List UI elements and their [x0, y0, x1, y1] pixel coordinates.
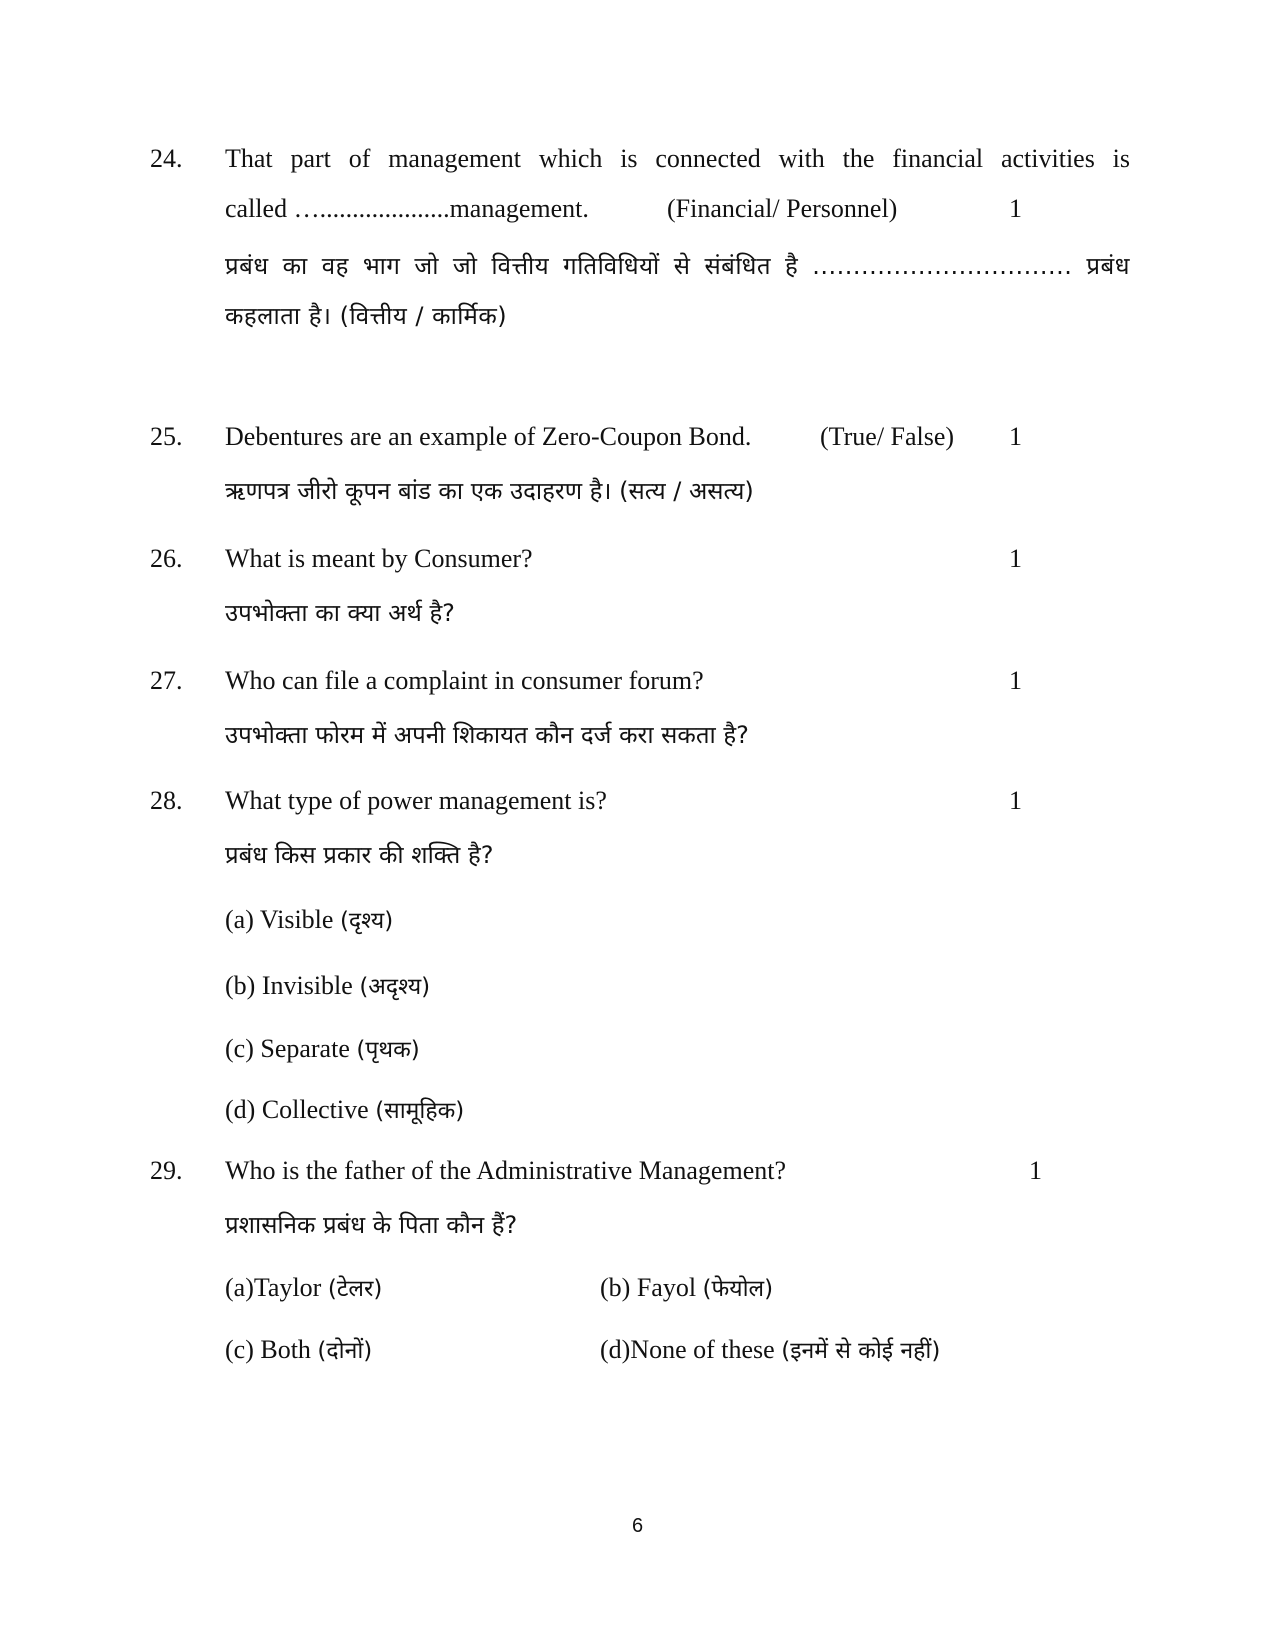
- choice-text-hi: (टेलर): [327, 1276, 383, 1302]
- question-body: [225, 412, 1130, 523]
- question-text: Debentures are an example of Zero-Coupon Bond.: [225, 422, 752, 451]
- choice-text-hi: (दृश्य): [339, 908, 394, 934]
- question-text-en: That part of management which is connected with the financial activities is: [225, 144, 1130, 173]
- choice-text: (c) Both: [225, 1335, 311, 1364]
- choice-text-hi: (इनमें से कोई नहीं): [781, 1338, 941, 1364]
- question-text: Who can file a complaint in consumer forum?: [225, 666, 704, 695]
- choice-text-hi: (अदृश्य): [359, 974, 431, 1000]
- question-text: What type of power management is?: [225, 786, 607, 815]
- question-text: Who is the father of the Administrative Management?: [225, 1156, 786, 1185]
- question-text-en: [225, 1146, 1130, 1196]
- answer-options: (True/ False): [820, 422, 955, 451]
- choice-a: [225, 1273, 382, 1302]
- question-text-en: [225, 412, 1130, 462]
- marks: 1: [1009, 786, 1022, 815]
- choice-text: (d) Collective: [225, 1095, 369, 1124]
- choice-text: (a) Visible: [225, 905, 334, 934]
- choice-b: [225, 953, 1130, 1019]
- question-text-hi: प्रबंध किस प्रकार की शक्ति है?: [225, 841, 494, 869]
- question-number: 29.: [150, 1156, 183, 1185]
- question-text-hi: ऋणपत्र जीरो कूपन बांड का एक उदाहरण है। (सत्य / असत्य): [225, 477, 754, 505]
- page-number: 6: [631, 1515, 644, 1537]
- question-text-en-line2: [225, 184, 1130, 234]
- answer-options: (Financial/ Personnel): [667, 194, 898, 223]
- question-number: 26.: [150, 544, 183, 573]
- question-number: 27.: [150, 666, 183, 695]
- question-text-hi: प्रशासनिक प्रबंध के पिता कौन हैं?: [225, 1211, 518, 1239]
- question-text-hi-line2: कहलाता है। (वित्तीय / कार्मिक): [225, 302, 508, 330]
- question-number: 25.: [150, 422, 183, 451]
- marks: 1: [1009, 422, 1022, 451]
- question-text-hi: उपभोक्ता फोरम में अपनी शिकायत कौन दर्ज करा सकता है?: [225, 721, 749, 749]
- choice-text: (b) Invisible: [225, 971, 353, 1000]
- marks: 1: [1009, 194, 1022, 223]
- question-text-en: [225, 656, 1130, 706]
- choice-text-hi: (सामूहिक): [375, 1098, 465, 1124]
- choice-text: (d)None of these: [600, 1335, 775, 1364]
- choice-d: [225, 1079, 1130, 1141]
- choice-row-1: [225, 1257, 1130, 1319]
- choice-text: (c) Separate: [225, 1034, 350, 1063]
- question-text-en-cont: called …....................management.: [225, 194, 589, 223]
- question-body: [225, 1146, 1130, 1381]
- choice-d: [600, 1319, 940, 1382]
- choice-text-hi: (पृथक): [356, 1037, 420, 1063]
- choice-text: (b) Fayol: [600, 1273, 697, 1302]
- question-body: [225, 134, 1130, 340]
- question-body: [225, 534, 1130, 645]
- marks: 1: [1009, 544, 1022, 573]
- choice-a: [225, 887, 1130, 953]
- question-number: 24.: [150, 144, 183, 173]
- question-text-en: [225, 534, 1130, 584]
- question-body: [225, 656, 1130, 767]
- marks: 1: [1009, 666, 1022, 695]
- choice-b: [600, 1257, 773, 1320]
- question-text-hi: उपभोक्ता का क्या अर्थ है?: [225, 599, 455, 627]
- choice-row-2: [225, 1319, 1130, 1381]
- choice-text-hi: (दोनों): [317, 1338, 373, 1364]
- question-text-hi: प्रबंध का वह भाग जो जो वित्तीय गतिविधियों से संबंधित है ................................ प्रबंध: [225, 252, 1130, 280]
- question-number: 28.: [150, 786, 183, 815]
- choice-text: (a)Taylor: [225, 1273, 322, 1302]
- question-text-en: [225, 776, 1130, 826]
- question-text: What is meant by Consumer?: [225, 544, 533, 573]
- choice-c: [225, 1019, 1130, 1079]
- question-body: [225, 776, 1130, 1141]
- marks: 1: [1029, 1156, 1042, 1185]
- choice-text-hi: (फेयोल): [702, 1276, 774, 1302]
- choice-c: [225, 1335, 372, 1364]
